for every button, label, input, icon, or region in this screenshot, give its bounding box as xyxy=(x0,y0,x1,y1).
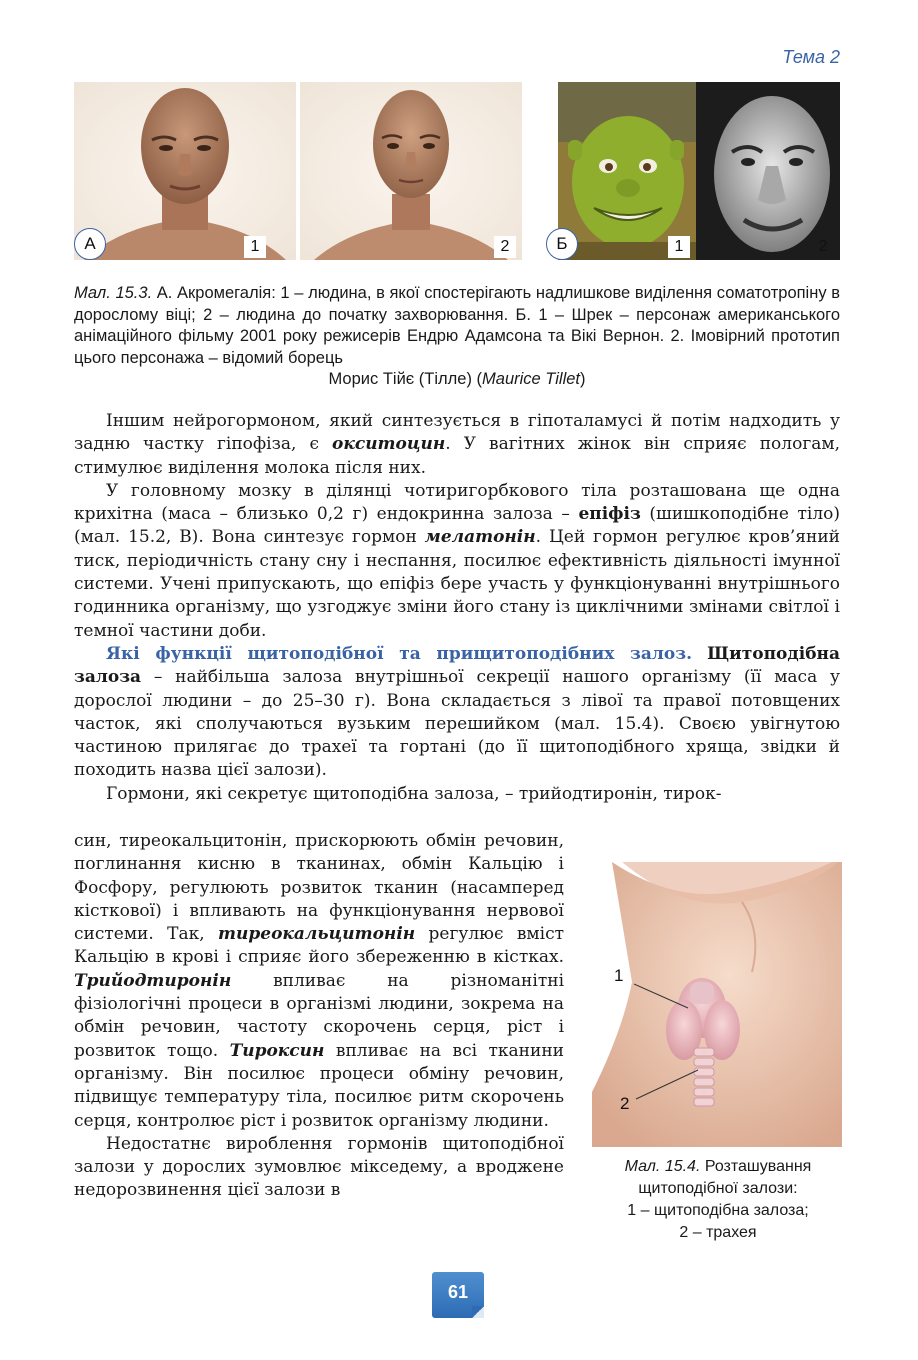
panel-b-marker: Б xyxy=(546,228,578,260)
panel-a-marker: А xyxy=(74,228,106,260)
text: Іншим нейрогормоном, який синтезується в гіпоталамусі й потім надходить у задню частку гіпофіза, є xyxy=(74,411,840,455)
paragraph-oxytocin xyxy=(74,410,840,480)
tillet-photo xyxy=(696,82,840,260)
text: впливає на різноманітні фізіологічні процеси в організмі людини, зокрема на обмін речовин, частоту скорочень серця, ріст і розвиток тощо. xyxy=(74,970,564,1061)
caption-close: ) xyxy=(580,370,586,388)
term-thyroxine: Тироксин xyxy=(229,1040,325,1061)
text: – найбільша залоза внутрішньої секреції нашого організму (її маса у дорослої людини – до 25–30 г). Вона складається з лівої та правої потовщених часток, які сполучаються вузьким перешийком (мал. 15.4). Своєю увігнутою частиною прилягає до трахеї та гортані (до її щитоподібного хряща, звідки й походить назва цієї залози). xyxy=(74,667,840,781)
caption-line-2: 1 – щитоподібна залоза; xyxy=(627,1202,809,1219)
figure-15-3-caption xyxy=(74,283,840,391)
caption-last: Морис Тійє (Тілле) ( xyxy=(328,370,483,388)
term-oxytocin: окситоцин xyxy=(332,434,446,455)
term-thyroid: Щитоподібна залоза xyxy=(74,643,840,688)
topic-label: Тема 2 xyxy=(782,47,840,67)
photo-number: 1 xyxy=(668,236,690,258)
term-triiodothyronine: Трийодтиронін xyxy=(74,970,232,991)
figure-15-3 xyxy=(74,82,840,262)
caption-lead: Мал. 15.4. xyxy=(624,1158,701,1175)
page-number: 61 xyxy=(432,1272,484,1318)
photo-number: 2 xyxy=(818,238,828,255)
caption-line-1 xyxy=(590,1156,846,1200)
text: У головному мозку в ділянці чотиригорбкового тіла розташована ще одна крихітна (маса – близько 0,2 г) ендокринна залоза – xyxy=(74,480,840,525)
paragraph-epiphysis xyxy=(74,480,840,643)
figure-15-4-caption xyxy=(590,1156,846,1244)
paragraph-myxedema xyxy=(74,1133,564,1203)
photo-number: 2 xyxy=(494,236,516,258)
paragraph-hormones xyxy=(74,830,564,1133)
paragraph-hormones-first-line xyxy=(74,783,840,806)
text: (шишкоподібне тіло) (мал. 15.2, В). Вона синтезує гормон xyxy=(74,504,840,548)
text: впливає на всі тканини організму. Він посилює процеси обміну речовин, підвищує температуру тіла, посилює ритм скорочень серця, контролює ріст і розвиток організму людини. xyxy=(74,1040,564,1131)
text: Недостатнє вироблення гормонів щитоподібної залози у дорослих зумовлює мікседему, а вроджене недорозвинення цієї залози в xyxy=(74,1133,564,1201)
caption-line-3: 2 – трахея xyxy=(679,1224,757,1241)
text: . У вагітних жінок він сприяє пологам, стимулює виділення молока після них. xyxy=(74,434,840,478)
caption-text: А. Акромегалія: 1 – людина, в якої спостерігають надлишкове виділення соматотропіну в дорослому віці; 2 – людина до початку захворювання. Б. 1 – Шрек – персонаж американського анімаційного фільму 2001 року режисерів Ендрю Адамсона та Вікі Вернон. 2. Імовірний прототип цього персонажа – відомий борець xyxy=(74,284,840,367)
caption-text: Розташування щитоподібної залози: xyxy=(638,1158,812,1197)
body-text-narrow xyxy=(74,830,564,1203)
label-thyroid: 1 xyxy=(614,966,624,985)
thyroid-illustration xyxy=(592,862,842,1147)
paragraph-thyroid xyxy=(74,643,840,783)
term-calcitonin: тиреокальцитонін xyxy=(218,924,416,945)
term-melatonin: мелатонін xyxy=(424,527,536,548)
body-text-upper xyxy=(74,410,840,806)
photo-number: 1 xyxy=(244,236,266,258)
term-epiphysis: епіфіз xyxy=(578,504,641,525)
section-heading: Які функції щитоподібної та прищитоподібних залоз. xyxy=(106,643,692,664)
acromegaly-photo-1 xyxy=(74,82,296,260)
text: . Цей гормон регулює кров’яний тиск, періодичність стану сну і неспання, посилює ефективність діяльності імунної системи. Учені припускають, що епіфіз бере участь у функціонуванні внутрішнього годинника організму, що узгоджує зміни його стану із циклічними змінами світлої і темної частини доби. xyxy=(74,527,840,641)
acromegaly-photo-2 xyxy=(300,82,522,260)
shrek-photo xyxy=(558,82,696,260)
text: син, тиреокальцитонін, прискорюють обмін речовин, поглинання кисню в тканинах, обмін Кальцію і Фосфору, регулюють розвиток тканин (насамперед кісткової) і впливають на функціонування нервової системи. Так, xyxy=(74,831,564,945)
text: Гормони, які секретує щитоподібна залоза, – трийодтиронін, тирок- xyxy=(106,783,722,804)
label-trachea: 2 xyxy=(620,1094,630,1113)
text: регулює вміст Кальцію в крові і сприяє його збереженню в кістках. xyxy=(74,924,565,968)
caption-latin: Maurice Tillet xyxy=(482,370,580,388)
caption-lead: Мал. 15.3. xyxy=(74,284,153,302)
